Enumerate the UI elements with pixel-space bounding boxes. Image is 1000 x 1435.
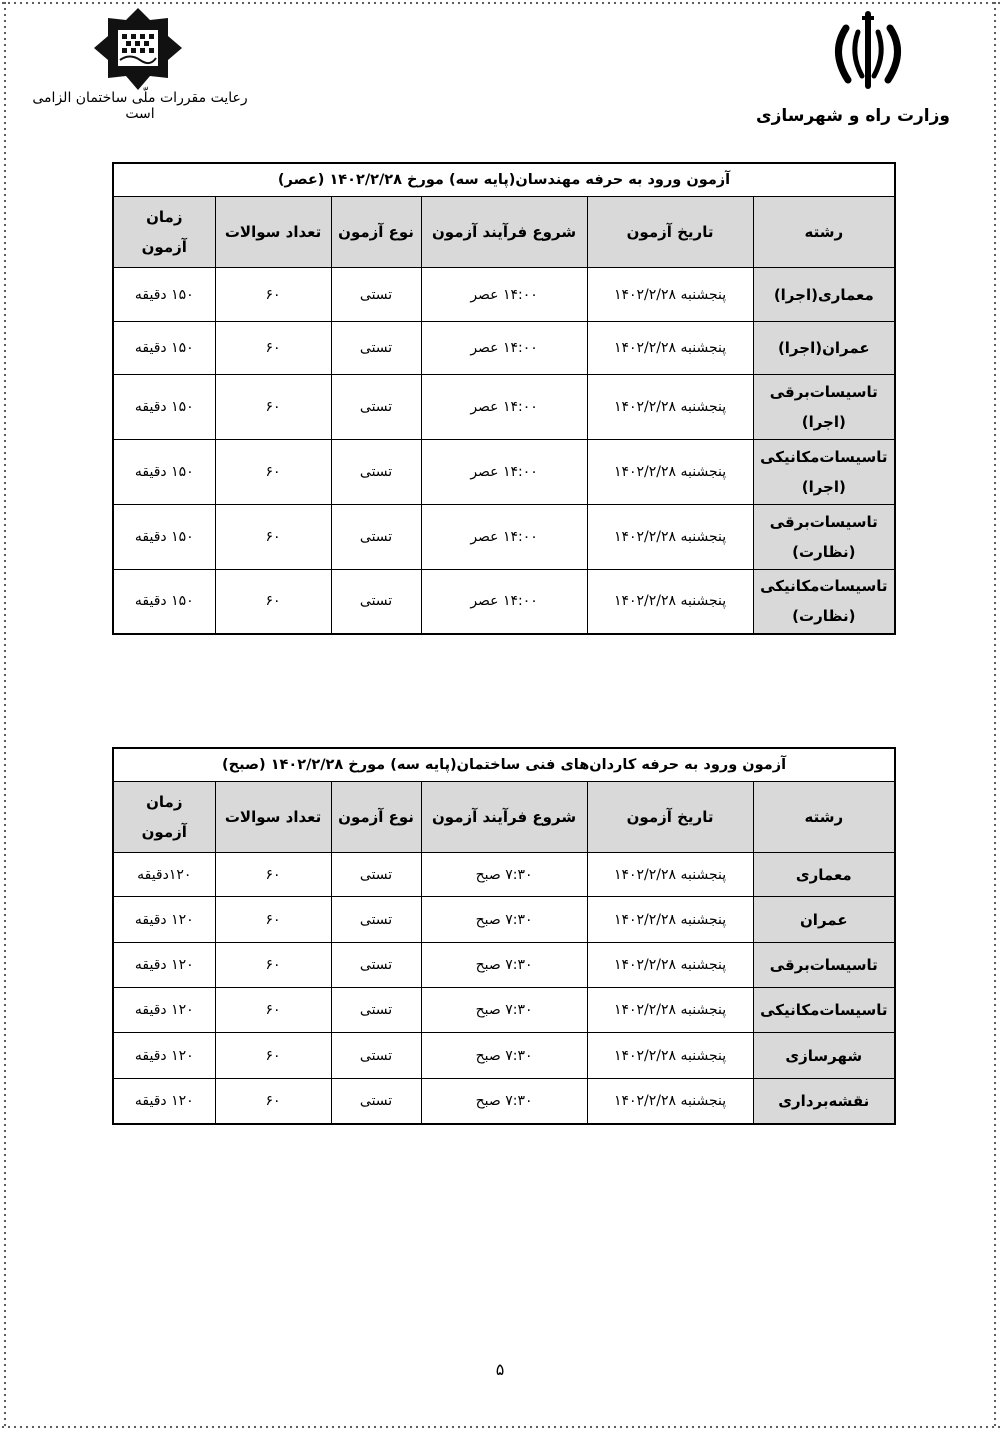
start-cell: ۷:۳۰ صبح bbox=[421, 988, 587, 1033]
date-cell: پنجشنبه ۱۴۰۲/۲/۲۸ bbox=[587, 268, 753, 322]
count-cell: ۶۰ bbox=[215, 375, 331, 440]
date-cell: پنجشنبه ۱۴۰۲/۲/۲۸ bbox=[587, 943, 753, 988]
type-cell: تستی bbox=[331, 322, 421, 375]
column-header-duration: زمان آزمون bbox=[113, 782, 215, 853]
duration-cell: ۱۵۰ دقیقه bbox=[113, 570, 215, 634]
date-cell: پنجشنبه ۱۴۰۲/۲/۲۸ bbox=[587, 322, 753, 375]
start-cell: ۷:۳۰ صبح bbox=[421, 853, 587, 897]
column-header-count: تعداد سوالات bbox=[215, 782, 331, 853]
type-cell: تستی bbox=[331, 853, 421, 897]
column-header-field: رشته bbox=[753, 782, 895, 853]
count-cell: ۶۰ bbox=[215, 897, 331, 943]
duration-cell: ۱۲۰ دقیقه bbox=[113, 988, 215, 1033]
table-row bbox=[113, 1079, 895, 1124]
field-cell: تاسیسات‌برقی (اجرا) bbox=[753, 375, 895, 440]
type-cell: تستی bbox=[331, 440, 421, 505]
iran-emblem-icon bbox=[826, 10, 910, 94]
date-cell: پنجشنبه ۱۴۰۲/۲/۲۸ bbox=[587, 440, 753, 505]
table-row bbox=[113, 1033, 895, 1079]
start-cell: ۱۴:۰۰ عصر bbox=[421, 505, 587, 570]
table-row bbox=[113, 570, 895, 634]
column-header-type: نوع آزمون bbox=[331, 197, 421, 268]
dotted-border-left bbox=[2, 0, 8, 1430]
duration-cell: ۱۲۰ دقیقه bbox=[113, 897, 215, 943]
table-title: آزمون ورود به حرفه کاردان‌های فنی ساختمان(پایه سه) مورخ ۱۴۰۲/۲/۲۸ (صبح) bbox=[113, 748, 895, 782]
field-cell: عمران(اجرا) bbox=[753, 322, 895, 375]
start-cell: ۱۴:۰۰ عصر bbox=[421, 268, 587, 322]
start-cell: ۷:۳۰ صبح bbox=[421, 897, 587, 943]
start-cell: ۷:۳۰ صبح bbox=[421, 943, 587, 988]
column-header-duration: زمان آزمون bbox=[113, 197, 215, 268]
column-header-date: تاریخ آزمون bbox=[587, 197, 753, 268]
field-cell: تاسیسات‌مکانیکی bbox=[753, 988, 895, 1033]
date-cell: پنجشنبه ۱۴۰۲/۲/۲۸ bbox=[587, 897, 753, 943]
type-cell: تستی bbox=[331, 570, 421, 634]
date-cell: پنجشنبه ۱۴۰۲/۲/۲۸ bbox=[587, 375, 753, 440]
date-cell: پنجشنبه ۱۴۰۲/۲/۲۸ bbox=[587, 988, 753, 1033]
start-cell: ۷:۳۰ صبح bbox=[421, 1033, 587, 1079]
type-cell: تستی bbox=[331, 505, 421, 570]
date-cell: پنجشنبه ۱۴۰۲/۲/۲۸ bbox=[587, 853, 753, 897]
duration-cell: ۱۲۰ دقیقه bbox=[113, 1079, 215, 1124]
type-cell: تستی bbox=[331, 988, 421, 1033]
type-cell: تستی bbox=[331, 1079, 421, 1124]
field-cell: معماری bbox=[753, 853, 895, 897]
count-cell: ۶۰ bbox=[215, 1079, 331, 1124]
national-building-code-logo bbox=[90, 6, 186, 92]
duration-cell: ۱۲۰ دقیقه bbox=[113, 1033, 215, 1079]
dotted-border-right bbox=[992, 0, 998, 1430]
start-cell: ۱۴:۰۰ عصر bbox=[421, 440, 587, 505]
type-cell: تستی bbox=[331, 943, 421, 988]
table-row bbox=[113, 322, 895, 375]
table-row bbox=[113, 853, 895, 897]
duration-cell: ۱۵۰ دقیقه bbox=[113, 440, 215, 505]
table-row bbox=[113, 943, 895, 988]
type-cell: تستی bbox=[331, 1033, 421, 1079]
date-cell: پنجشنبه ۱۴۰۲/۲/۲۸ bbox=[587, 1079, 753, 1124]
duration-cell: ۱۲۰ دقیقه bbox=[113, 943, 215, 988]
table-row bbox=[113, 505, 895, 570]
table-row bbox=[113, 268, 895, 322]
field-cell: عمران bbox=[753, 897, 895, 943]
start-cell: ۱۴:۰۰ عصر bbox=[421, 570, 587, 634]
count-cell: ۶۰ bbox=[215, 1033, 331, 1079]
count-cell: ۶۰ bbox=[215, 570, 331, 634]
count-cell: ۶۰ bbox=[215, 268, 331, 322]
page-number: ۵ bbox=[495, 1360, 505, 1379]
type-cell: تستی bbox=[331, 268, 421, 322]
date-cell: پنجشنبه ۱۴۰۲/۲/۲۸ bbox=[587, 505, 753, 570]
start-cell: ۱۴:۰۰ عصر bbox=[421, 322, 587, 375]
count-cell: ۶۰ bbox=[215, 505, 331, 570]
start-cell: ۷:۳۰ صبح bbox=[421, 1079, 587, 1124]
duration-cell: ۱۵۰ دقیقه bbox=[113, 375, 215, 440]
date-cell: پنجشنبه ۱۴۰۲/۲/۲۸ bbox=[587, 570, 753, 634]
duration-cell: ۱۵۰ دقیقه bbox=[113, 322, 215, 375]
column-header-field: رشته bbox=[753, 197, 895, 268]
field-cell: نقشه‌برداری bbox=[753, 1079, 895, 1124]
field-cell: تاسیسات‌برقی bbox=[753, 943, 895, 988]
logo-caption: رعایت مقررات ملّی ساختمان الزامی است bbox=[32, 90, 248, 122]
count-cell: ۶۰ bbox=[215, 853, 331, 897]
count-cell: ۶۰ bbox=[215, 988, 331, 1033]
duration-cell: ۱۵۰ دقیقه bbox=[113, 505, 215, 570]
table-title: آزمون ورود به حرفه مهندسان(پایه سه) مورخ ۱۴۰۲/۲/۲۸ (عصر) bbox=[113, 163, 895, 197]
start-cell: ۱۴:۰۰ عصر bbox=[421, 375, 587, 440]
technicians-exam-table bbox=[112, 747, 896, 1125]
column-header-date: تاریخ آزمون bbox=[587, 782, 753, 853]
table-row bbox=[113, 897, 895, 943]
duration-cell: ۱۵۰ دقیقه bbox=[113, 268, 215, 322]
type-cell: تستی bbox=[331, 375, 421, 440]
field-cell: شهرسازی bbox=[753, 1033, 895, 1079]
count-cell: ۶۰ bbox=[215, 322, 331, 375]
count-cell: ۶۰ bbox=[215, 440, 331, 505]
type-cell: تستی bbox=[331, 897, 421, 943]
ministry-name: وزارت راه و شهرسازی bbox=[755, 106, 950, 126]
field-cell: تاسیسات‌مکانیکی (اجرا) bbox=[753, 440, 895, 505]
duration-cell: ۱۲۰دقیقه bbox=[113, 853, 215, 897]
engineers-exam-table bbox=[112, 162, 896, 635]
table-row bbox=[113, 988, 895, 1033]
dotted-border-bottom bbox=[0, 1424, 1000, 1430]
count-cell: ۶۰ bbox=[215, 943, 331, 988]
column-header-start: شروع فرآیند آزمون bbox=[421, 197, 587, 268]
table-row bbox=[113, 440, 895, 505]
field-cell: معماری(اجرا) bbox=[753, 268, 895, 322]
date-cell: پنجشنبه ۱۴۰۲/۲/۲۸ bbox=[587, 1033, 753, 1079]
column-header-count: تعداد سوالات bbox=[215, 197, 331, 268]
column-header-type: نوع آزمون bbox=[331, 782, 421, 853]
field-cell: تاسیسات‌برقی (نظارت) bbox=[753, 505, 895, 570]
table-row bbox=[113, 375, 895, 440]
field-cell: تاسیسات‌مکانیکی (نظارت) bbox=[753, 570, 895, 634]
column-header-start: شروع فرآیند آزمون bbox=[421, 782, 587, 853]
